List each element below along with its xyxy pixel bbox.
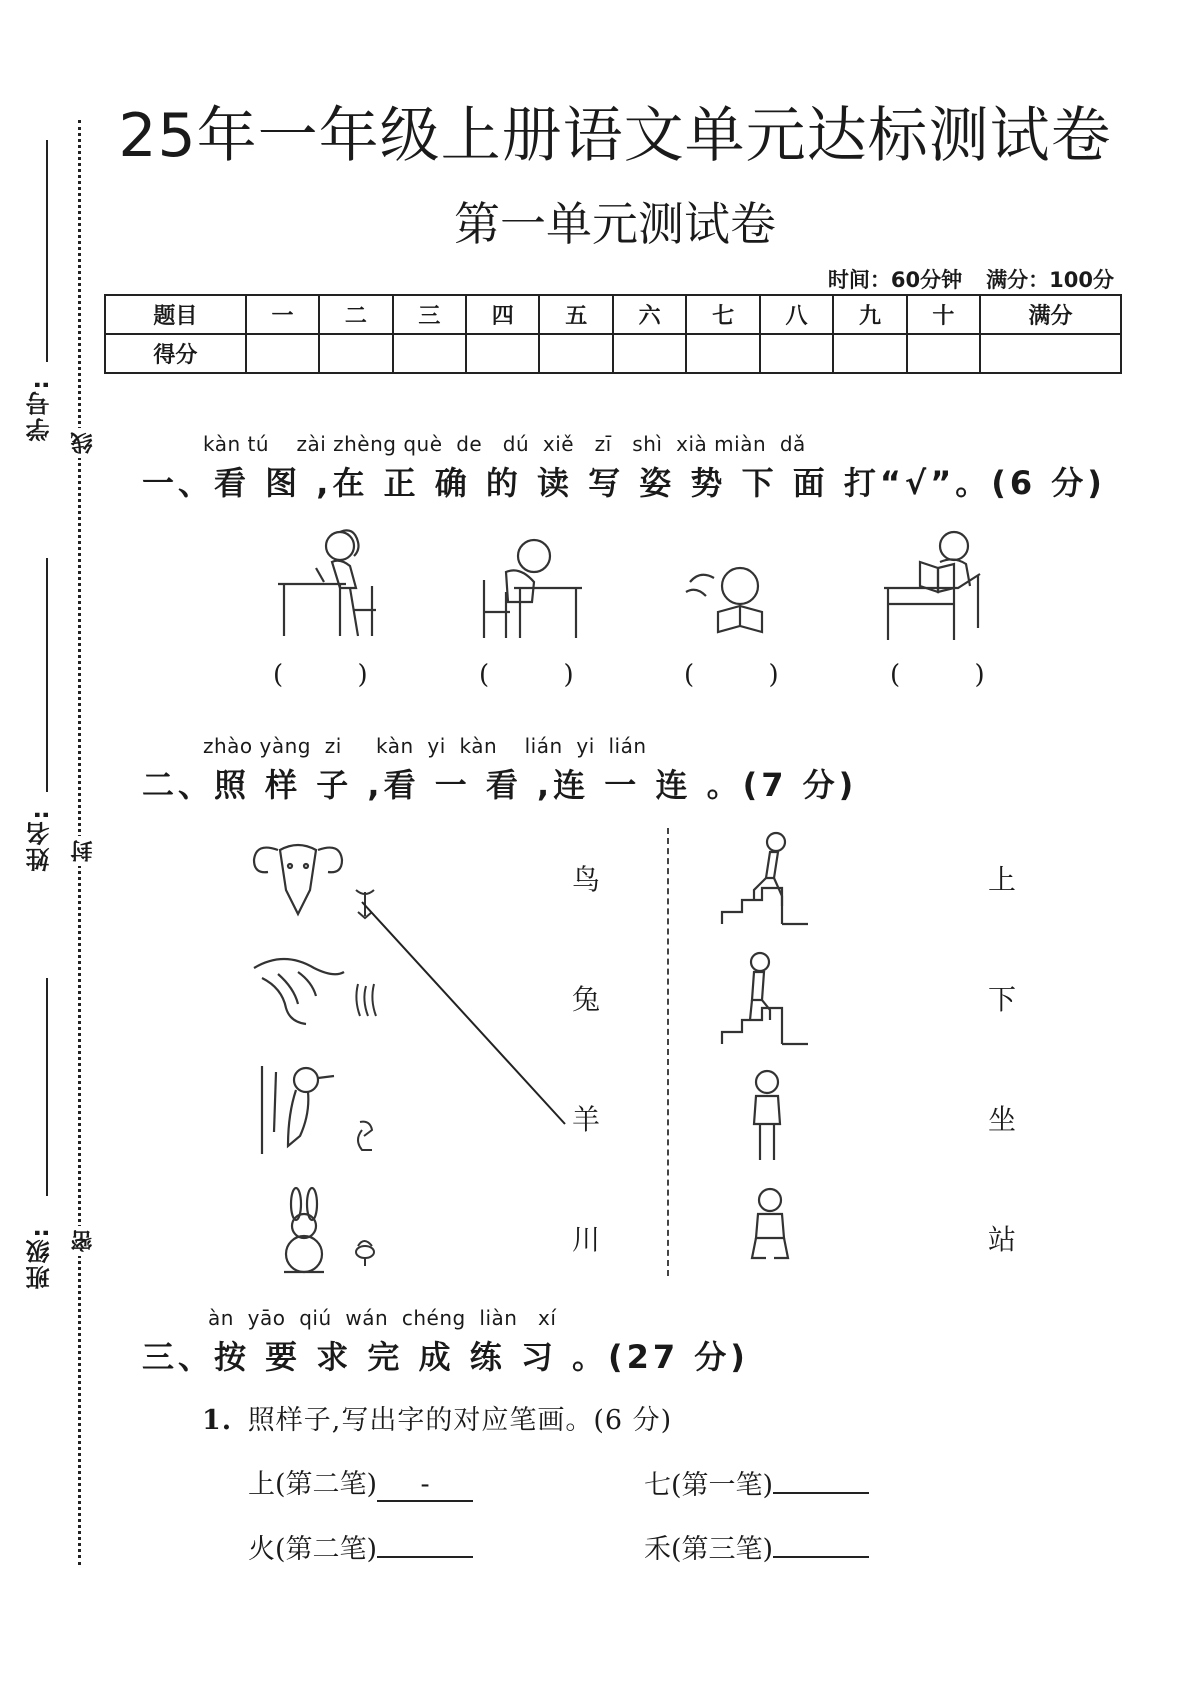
question-number: 1. [202, 1405, 233, 1436]
stroke-item-4 [644, 1526, 869, 1566]
section1-heading: 一、看 图 ,在 正 确 的 读 写 姿 势 下 面 打“√”。(6 分) [142, 464, 1106, 502]
score-cell[interactable] [539, 334, 612, 373]
cut-word-seal: 封 [68, 836, 99, 866]
answer-paren-4[interactable]: ( ) [890, 660, 985, 690]
row-header: 题目 [105, 295, 246, 334]
class-blank-line [46, 978, 48, 1196]
section2-heading: 二、照 样 子 ,看 一 看 ,连 一 连 。(7 分) [142, 766, 858, 804]
answer-paren-2[interactable]: ( ) [479, 660, 574, 690]
section1-pinyin: kàn tú zài zhèng què de dú xiě zī shì xià miàn dǎ [203, 432, 806, 456]
rabbit-icon [272, 1186, 336, 1276]
col-header: 十 [907, 295, 980, 334]
col-header: 二 [319, 295, 392, 334]
ancient-rabbit-glyph-icon [352, 1236, 378, 1268]
col-header: 满分 [980, 295, 1121, 334]
col-header: 六 [613, 295, 686, 334]
answer-paren-1[interactable]: ( ) [273, 660, 368, 690]
score-cell[interactable] [686, 334, 759, 373]
name-label: 姓名: [26, 808, 54, 872]
id-label: 学号: [26, 378, 54, 442]
name-blank-line [46, 558, 48, 792]
going-down-icon [720, 950, 810, 1046]
illustration-slouching-boy [476, 532, 586, 644]
stroke-item-label: 火(第二笔) [248, 1534, 378, 1565]
cut-word-secret: 密 [68, 1226, 99, 1256]
ram-icon [248, 828, 348, 918]
col-header: 一 [246, 295, 319, 334]
answer-blank[interactable] [773, 1462, 869, 1494]
score-table [104, 294, 1122, 374]
score-cell[interactable] [980, 334, 1121, 373]
woodpecker-icon [256, 1062, 338, 1158]
question-prompt: 照样子,写出字的对应笔画。(6 分) [247, 1405, 673, 1436]
stroke-item-2 [644, 1462, 869, 1502]
word-rabbit[interactable]: 兔 [572, 983, 601, 1016]
cut-word-line: 线 [68, 428, 99, 458]
score-cell[interactable] [833, 334, 906, 373]
score-cell[interactable] [393, 334, 466, 373]
answer-blank[interactable] [773, 1526, 869, 1558]
stroke-item-label: 上(第二笔) [248, 1469, 378, 1500]
stroke-item-1 [248, 1462, 473, 1502]
section2-divider [667, 828, 669, 1276]
col-header: 九 [833, 295, 906, 334]
question-3-1 [202, 1398, 672, 1437]
section3-pinyin: àn yāo qiú wán chéng liàn xí [208, 1306, 557, 1330]
illustration-writing-girl [276, 524, 386, 644]
page-title: 25年一年级上册语文单元达标测试卷 [118, 101, 1112, 171]
word-bird[interactable]: 鸟 [572, 863, 601, 896]
river-icon [248, 948, 346, 1028]
answer-blank[interactable] [377, 1526, 473, 1558]
exam-meta [828, 264, 1114, 294]
stroke-item-label: 七(第一笔) [644, 1470, 774, 1501]
score-cell[interactable] [319, 334, 392, 373]
score-cell[interactable] [466, 334, 539, 373]
time-limit: 时间：60分钟 [827, 268, 963, 292]
word-sheep[interactable]: 羊 [572, 1103, 601, 1136]
score-cell[interactable] [760, 334, 833, 373]
col-header: 八 [760, 295, 833, 334]
stroke-item-3 [248, 1526, 473, 1566]
answer-paren-3[interactable]: ( ) [684, 660, 779, 690]
col-header: 四 [466, 295, 539, 334]
illustration-sitting-reader [880, 524, 992, 644]
page-subtitle: 第一单元测试卷 [454, 197, 776, 251]
score-cell[interactable] [907, 334, 980, 373]
word-sit[interactable]: 坐 [988, 1103, 1017, 1136]
class-label: 班级: [26, 1226, 54, 1290]
section2-pinyin: zhào yàng zi kàn yi kàn lián yi lián [203, 734, 647, 758]
climbing-up-icon [720, 830, 810, 926]
score-cell[interactable] [613, 334, 686, 373]
example-connector-line [360, 900, 570, 1130]
col-header: 三 [393, 295, 466, 334]
full-score: 满分：100分 [986, 268, 1114, 292]
score-cell[interactable] [246, 334, 319, 373]
col-header: 五 [539, 295, 612, 334]
row-header: 得分 [105, 334, 246, 373]
squatting-boy-icon [744, 1186, 794, 1272]
stroke-item-label: 禾(第三笔) [644, 1534, 774, 1565]
col-header: 七 [686, 295, 759, 334]
standing-boy-icon [744, 1068, 790, 1164]
section3-heading: 三、按 要 求 完 成 练 习 。(27 分) [142, 1338, 749, 1376]
word-up[interactable]: 上 [988, 863, 1017, 896]
word-river[interactable]: 川 [572, 1223, 601, 1256]
word-down[interactable]: 下 [988, 983, 1017, 1016]
score-table-score-row [105, 334, 1121, 373]
answer-blank[interactable]: - [377, 1470, 473, 1502]
illustration-lying-reader [684, 552, 794, 642]
word-stand[interactable]: 站 [988, 1223, 1017, 1256]
score-table-header-row [105, 295, 1121, 334]
